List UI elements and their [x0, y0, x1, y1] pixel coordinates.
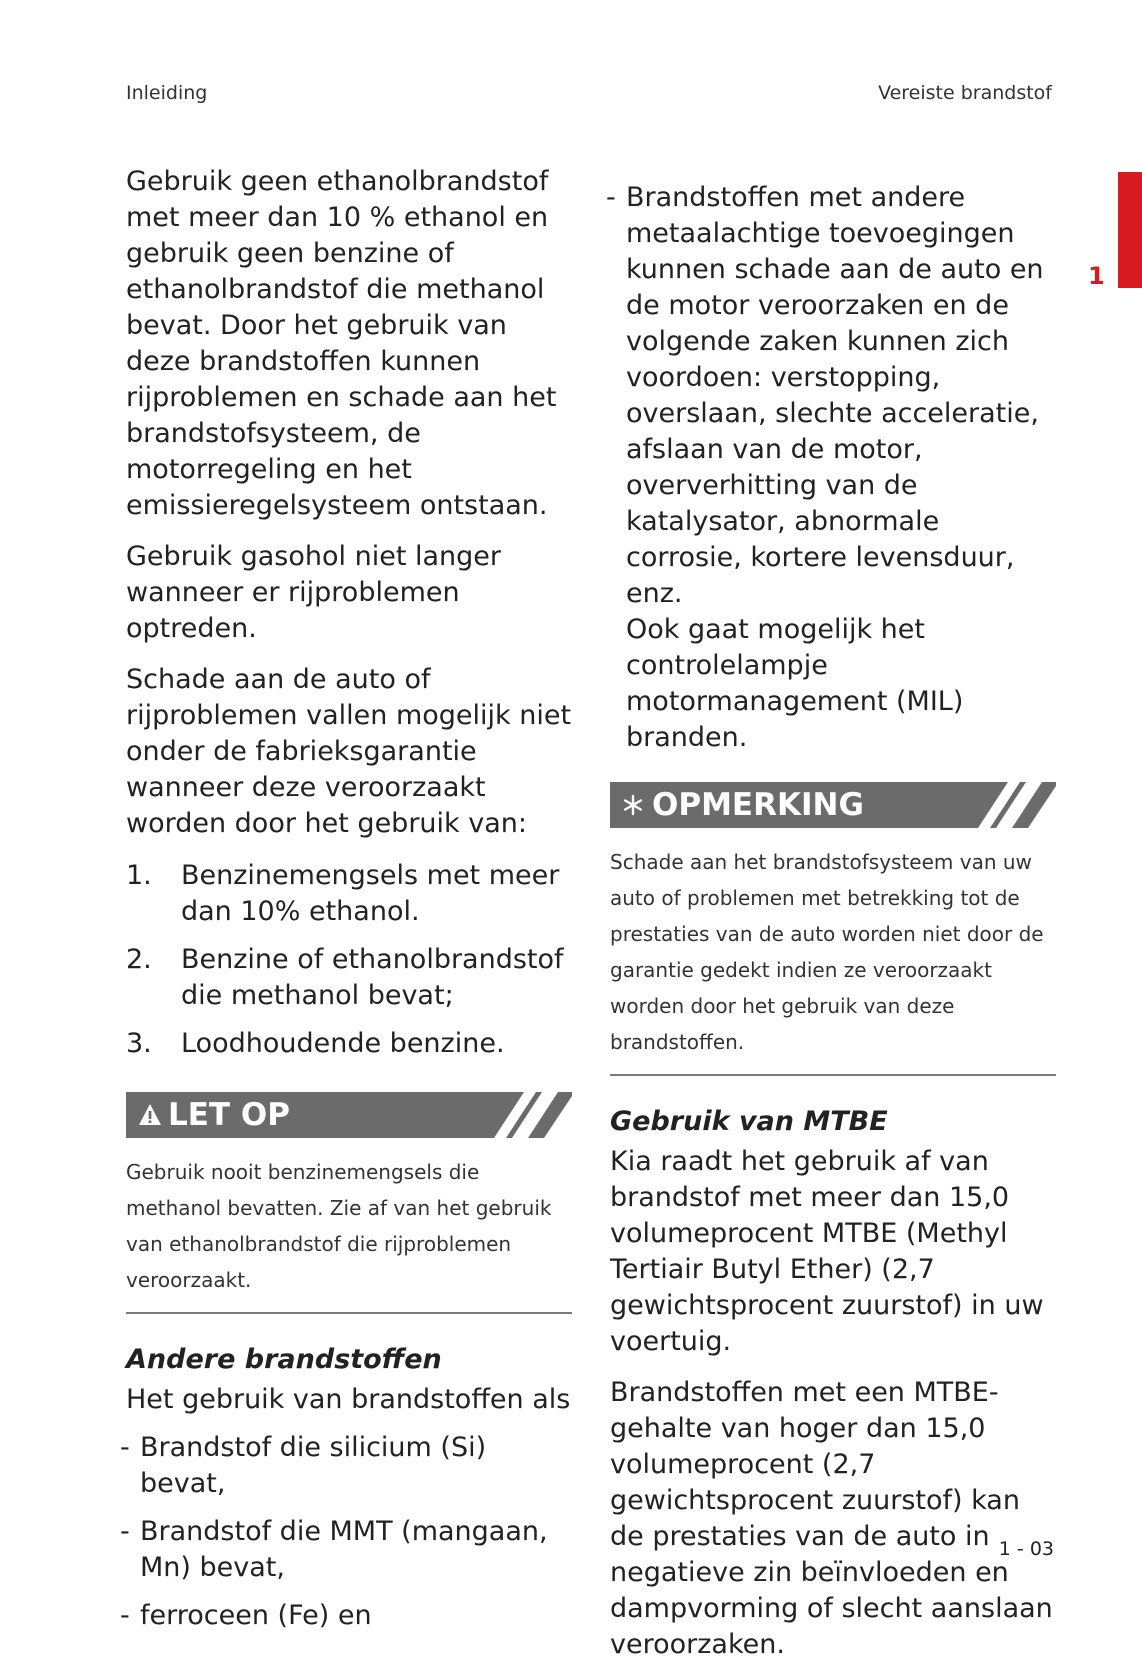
header-topic-title: Vereiste brandstof	[878, 82, 1052, 104]
note-banner	[610, 782, 1056, 828]
list-item-text: Benzinemengsels met meer dan 10% ethanol.	[181, 860, 560, 927]
list-item: - Brandstoffen met andere metaalachtige toevoegingen kunnen schade aan de auto en de motor veroorzaken en de volgende zaken kunnen zich voordoen: verstopping, overslaan, slechte acceleratie, afslaan van de motor, oververhitting van de katalysator, abnormale corrosie, kortere levensduur, enz. Ook gaat mogelijk het controlelampje motormanagement (MIL) branden.	[606, 182, 1044, 753]
paragraph-gasohol: Gebruik gasohol niet langer wanneer er rijproblemen optreden.	[126, 541, 501, 644]
paragraph-warranty: Schade aan de auto of rijproblemen vallen mogelijk niet onder de fabrieksgarantie wanneer deze veroorzaakt worden door het gebruik van:	[126, 664, 572, 839]
list-item-text: Benzine of ethanolbrandstof die methanol bevat;	[181, 944, 564, 1011]
list-item	[126, 942, 572, 1014]
banner-stripe-decoration	[494, 1092, 572, 1138]
other-fuels-heading: Andere brandstoffen	[126, 1344, 442, 1375]
chapter-tab-marker	[1118, 172, 1142, 288]
list-item-number: 1.	[126, 860, 152, 891]
note-text: Schade aan het brandstofsysteem van uw auto of problemen met betrekking tot de prestaties van de auto worden niet door de garantie gedekt indien ze veroorzaakt worden door het gebruik van deze brandstoffen.	[610, 850, 1044, 1054]
numbered-fuel-list	[126, 858, 572, 1062]
metal-additives-list	[606, 180, 1056, 756]
list-item-continuation: Ook gaat mogelijk het controlelampje motormanagement (MIL) branden.	[626, 614, 964, 753]
list-item-text: Brandstoffen met andere metaalachtige toevoegingen kunnen schade aan de auto en de motor veroorzaken en de volgende zaken kunnen zich voordoen: verstopping, overslaan, slechte acceleratie, afslaan van de motor, oververhitting van de katalysator, abnormale corrosie, kortere levensduur, enz.	[626, 182, 1044, 609]
caution-title: LET OP	[168, 1097, 290, 1133]
list-item	[126, 1026, 572, 1062]
asterisk-icon	[622, 794, 644, 816]
page-number: 1 - 03	[998, 1538, 1054, 1560]
list-item-text: Loodhoudende benzine.	[181, 1028, 505, 1059]
warning-triangle-icon	[138, 1103, 162, 1127]
mtbe-heading: Gebruik van MTBE	[610, 1106, 888, 1137]
list-item-text: ferroceen (Fe) en	[140, 1600, 372, 1631]
caution-divider	[126, 1312, 572, 1314]
mtbe-paragraph-2: Brandstoffen met een MTBE-gehalte van hoger dan 15,0 volumeprocent (2,7 gewichtsprocent zuurstof) kan de prestaties van de auto in negatieve zin beïnvloeden en dampvorming of slecht aanslaan veroorzaken.	[610, 1377, 1053, 1660]
list-item-number: 2.	[126, 944, 152, 975]
note-banner-label	[622, 786, 864, 824]
left-column	[120, 164, 572, 1646]
banner-stripe-decoration	[978, 782, 1056, 828]
list-item	[126, 858, 572, 930]
caution-banner	[126, 1092, 572, 1138]
right-column	[606, 180, 1056, 1663]
list-item-number: 3.	[126, 1028, 152, 1059]
mtbe-paragraph-1: Kia raadt het gebruik af van brandstof met meer dan 15,0 volumeprocent MTBE (Methyl Tertiair Butyl Ether) (2,7 gewichtsprocent zuurstof) in uw voertuig.	[610, 1146, 1044, 1357]
note-divider	[610, 1074, 1056, 1076]
paragraph-ethanol-warning: Gebruik geen ethanolbrandstof met meer dan 10 % ethanol en gebruik geen benzine of ethanolbrandstof die methanol bevat. Door het gebruik van deze brandstoffen kunnen rijproblemen en schade aan het brandstofsysteem, de motorregeling en het emissieregelsysteem ontstaan.	[126, 166, 557, 521]
list-item: - Brandstof die silicium (Si) bevat,	[120, 1432, 487, 1499]
chapter-number: 1	[1088, 262, 1105, 290]
list-item: - ferroceen (Fe) en	[120, 1600, 372, 1631]
header-section-title: Inleiding	[126, 82, 208, 104]
caution-text: Gebruik nooit benzinemengsels die methanol bevatten. Zie af van het gebruik van ethanolbrandstof die rijproblemen veroorzaakt.	[126, 1160, 552, 1292]
caution-banner-label	[138, 1096, 290, 1134]
note-title: OPMERKING	[652, 787, 864, 823]
list-item: - Brandstof die MMT (mangaan, Mn) bevat,	[120, 1516, 548, 1583]
other-fuels-list	[120, 1430, 572, 1634]
other-fuels-intro: Het gebruik van brandstoffen als	[126, 1384, 571, 1415]
list-item-text: Brandstof die MMT (mangaan, Mn) bevat,	[140, 1516, 548, 1583]
list-item-text: Brandstof die silicium (Si) bevat,	[140, 1432, 487, 1499]
